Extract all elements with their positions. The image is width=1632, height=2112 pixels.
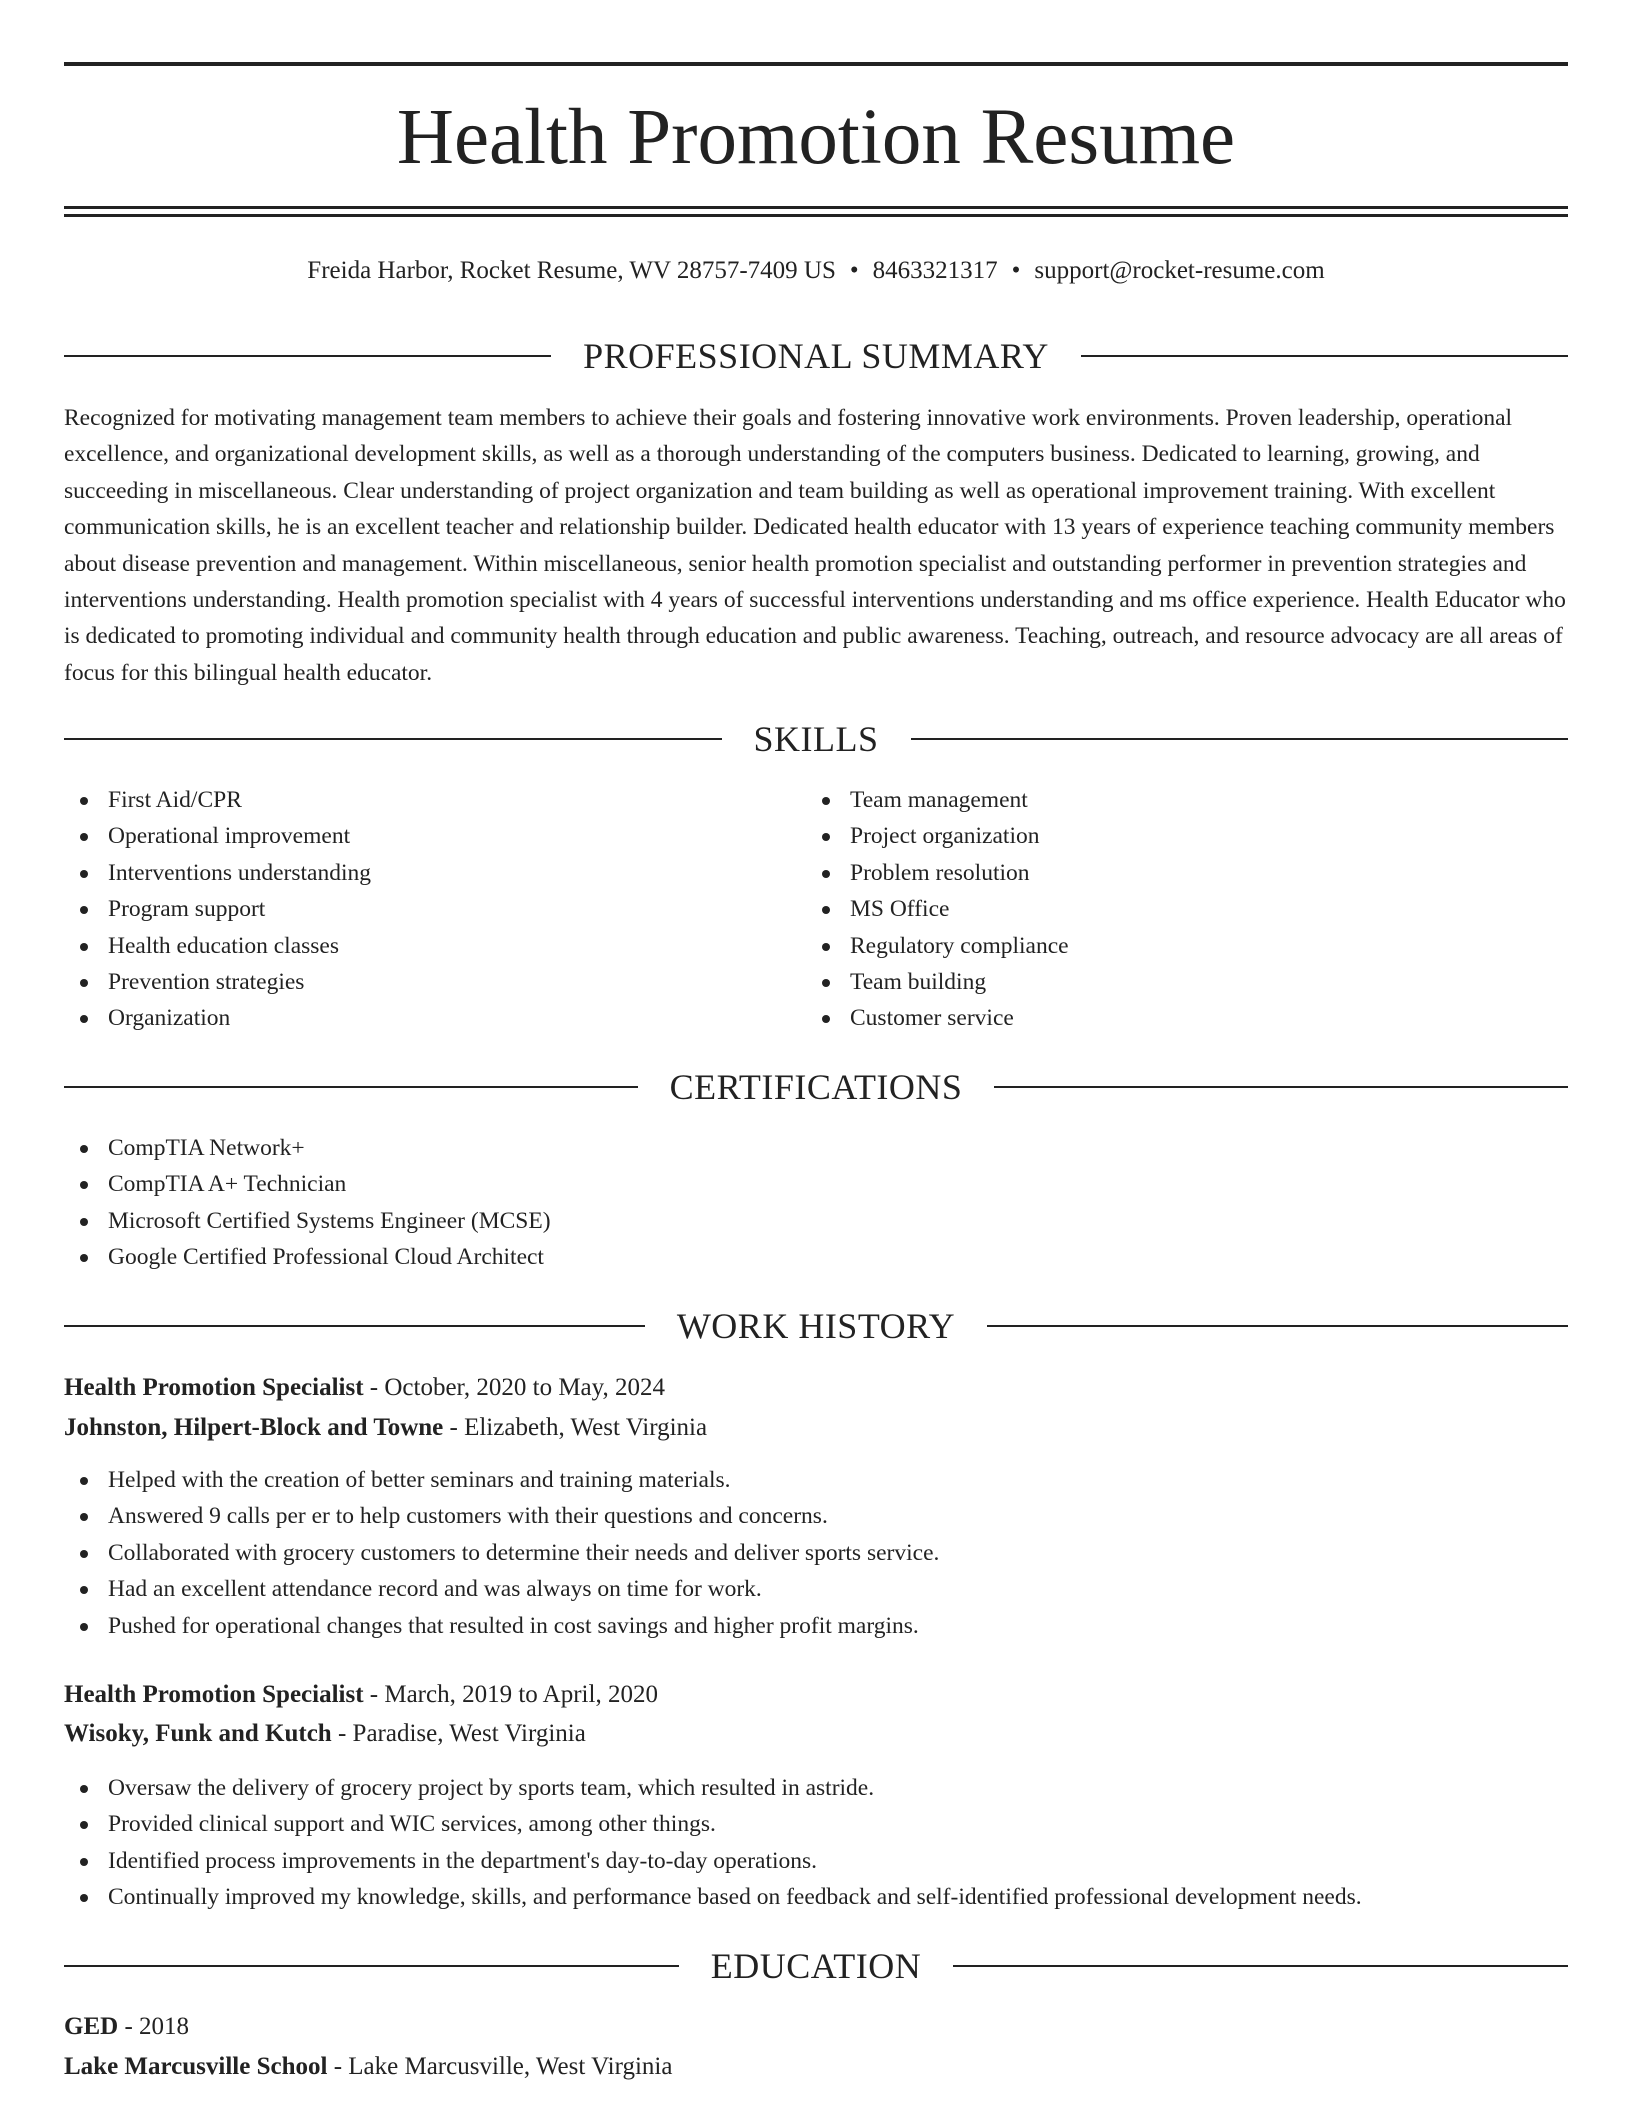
certification-item: CompTIA A+ Technician xyxy=(64,1166,1568,1202)
job-title-line xyxy=(64,1370,1568,1406)
skill-item: Health education classes xyxy=(64,928,804,964)
skills-column-left xyxy=(64,782,804,1037)
skill-item: Team building xyxy=(806,964,1546,1000)
section-title: WORK HISTORY xyxy=(676,1306,956,1346)
education-school: Lake Marcusville School xyxy=(64,2053,328,2080)
contact-phone: 8463321317 xyxy=(872,257,998,284)
section-header-work-history xyxy=(64,1304,1568,1348)
skill-item: Interventions understanding xyxy=(64,855,804,891)
section-rule xyxy=(953,1965,1568,1967)
job-duty-item: Identified process improvements in the department's day-to-day operations. xyxy=(64,1843,1568,1879)
job-duty-item: Oversaw the delivery of grocery project by sports team, which resulted in astride. xyxy=(64,1770,1568,1806)
contact-separator: • xyxy=(849,257,859,284)
skill-item: Operational improvement xyxy=(64,818,804,854)
contact-address: Freida Harbor, Rocket Resume, WV 28757-7409 US xyxy=(307,257,836,284)
section-header-certifications xyxy=(64,1065,1568,1109)
job-duties-list xyxy=(64,1462,1568,1644)
title-underline-upper xyxy=(64,206,1568,209)
job-company-line xyxy=(64,1410,1568,1446)
education-degree-line xyxy=(64,2009,1568,2045)
education-school-line xyxy=(64,2049,1568,2085)
section-title: CERTIFICATIONS xyxy=(669,1067,963,1107)
certification-item: Microsoft Certified Systems Engineer (MCSE) xyxy=(64,1203,1568,1239)
skill-item: First Aid/CPR xyxy=(64,782,804,818)
section-rule xyxy=(1081,355,1568,357)
job-duty-item: Pushed for operational changes that resulted in cost savings and higher profit margins. xyxy=(64,1608,1568,1644)
job-title: Health Promotion Specialist xyxy=(64,1681,364,1708)
section-rule xyxy=(64,1086,638,1088)
skill-item: Team management xyxy=(806,782,1546,818)
top-rule xyxy=(64,62,1568,66)
section-rule xyxy=(64,355,551,357)
job-title: Health Promotion Specialist xyxy=(64,1374,364,1401)
skill-item: Prevention strategies xyxy=(64,964,804,1000)
education-degree: GED xyxy=(64,2013,119,2040)
skill-item: MS Office xyxy=(806,891,1546,927)
title-underline-lower xyxy=(64,214,1568,217)
job-duties-list xyxy=(64,1770,1568,1916)
section-header-skills xyxy=(64,717,1568,761)
education-year: - 2018 xyxy=(118,2013,190,2040)
job-company: Johnston, Hilpert-Block and Towne xyxy=(64,1414,444,1441)
section-title: PROFESSIONAL SUMMARY xyxy=(583,336,1049,376)
section-title: EDUCATION xyxy=(710,1946,922,1986)
skill-item: Problem resolution xyxy=(806,855,1546,891)
job-duty-item: Collaborated with grocery customers to determine their needs and deliver sports service. xyxy=(64,1535,1568,1571)
education-location: - Lake Marcusville, West Virginia xyxy=(327,2053,673,2080)
summary-text: Recognized for motivating management team members to achieve their goals and fostering innovative work environments. Proven leadership, operational excellence, and organizational development skills, as well as a thorough understanding of the computers business. Dedicated to learning, growing, and succeeding in miscellaneous. Clear understanding of project organization and team building as well as operational improvement training. With excellent communication skills, he is an excellent teacher and relationship builder. Dedicated health educator with 13 years of experience teaching community members about disease prevention and management. Within miscellaneous, senior health promotion specialist and outstanding performer in prevention strategies and interventions understanding. Health promotion specialist with 4 years of successful interventions understanding and ms office experience. Health Educator who is dedicated to promoting individual and community health through education and public awareness. Teaching, outreach, and resource advocacy are all areas of focus for this bilingual health educator. xyxy=(64,405,1566,686)
job-company-line xyxy=(64,1716,1568,1752)
skills-column-right xyxy=(806,782,1546,1037)
job-duty-item: Answered 9 calls per er to help customers with their questions and concerns. xyxy=(64,1498,1568,1534)
job-company: Wisoky, Funk and Kutch xyxy=(64,1720,332,1747)
section-title: SKILLS xyxy=(753,719,879,759)
resume-title: Health Promotion Resume xyxy=(396,94,1236,181)
contact-line xyxy=(64,254,1568,288)
skill-item: Project organization xyxy=(806,818,1546,854)
section-rule xyxy=(987,1325,1568,1327)
job-location: - Elizabeth, West Virginia xyxy=(443,1414,708,1441)
section-rule xyxy=(64,738,722,740)
job-duty-item: Helped with the creation of better seminars and training materials. xyxy=(64,1462,1568,1498)
section-rule xyxy=(911,738,1569,740)
skill-item: Program support xyxy=(64,891,804,927)
certification-item: CompTIA Network+ xyxy=(64,1130,1568,1166)
section-rule xyxy=(994,1086,1568,1088)
job-duty-item: Continually improved my knowledge, skills, and performance based on feedback and self-identified professional development needs. xyxy=(64,1879,1568,1915)
job-location: - Paradise, West Virginia xyxy=(331,1720,586,1747)
section-rule xyxy=(64,1325,645,1327)
skill-item: Organization xyxy=(64,1000,804,1036)
skill-item: Customer service xyxy=(806,1000,1546,1036)
section-header-education xyxy=(64,1944,1568,1988)
contact-email: support@rocket-resume.com xyxy=(1034,257,1325,284)
skill-item: Regulatory compliance xyxy=(806,928,1546,964)
job-duty-item: Provided clinical support and WIC services, among other things. xyxy=(64,1806,1568,1842)
job-duty-item: Had an excellent attendance record and was always on time for work. xyxy=(64,1571,1568,1607)
certification-item: Google Certified Professional Cloud Architect xyxy=(64,1239,1568,1275)
contact-separator: • xyxy=(1011,257,1021,284)
job-dates: - October, 2020 to May, 2024 xyxy=(363,1374,666,1401)
job-title-line xyxy=(64,1677,1568,1713)
section-rule xyxy=(64,1965,679,1967)
certifications-list xyxy=(64,1130,1568,1276)
section-header-summary xyxy=(64,334,1568,378)
job-dates: - March, 2019 to April, 2020 xyxy=(363,1681,658,1708)
